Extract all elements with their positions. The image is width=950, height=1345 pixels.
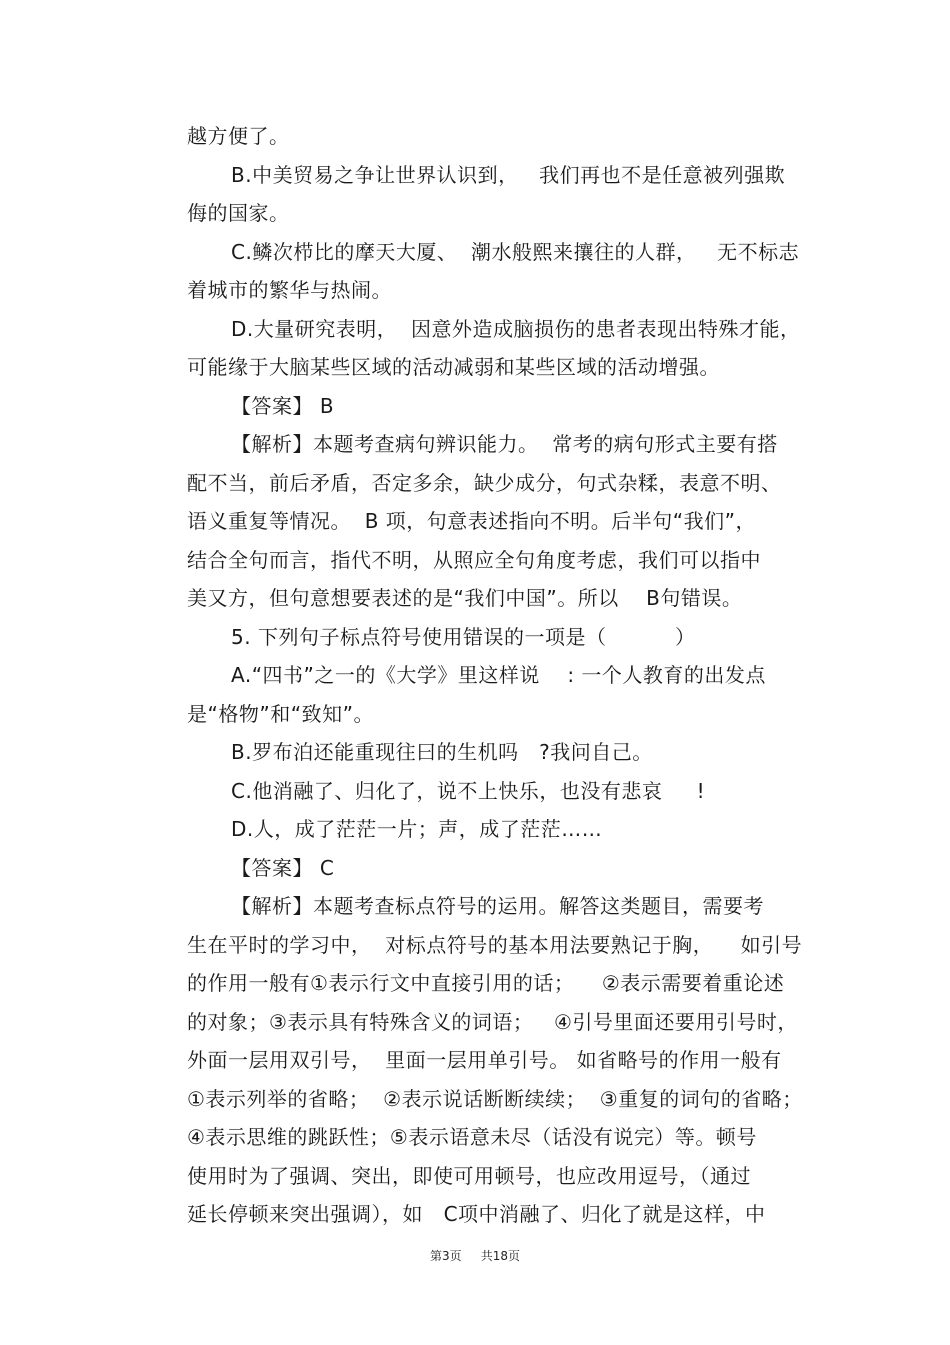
- analysis-line: 【解析】本题考查标点符号的运用。解答这类题目，需要考: [231, 894, 764, 918]
- text-line: 越方便了。: [187, 124, 290, 148]
- text-line: ④表示思维的跳跃性；⑤表示语意未尽（话没有说完）等。顿号: [187, 1125, 757, 1149]
- text-line: 美又方，但句意想要表述的是“我们中国”。所以 B句错误。: [187, 586, 743, 610]
- text-line: 结合全句而言，指代不明，从照应全句角度考虑，我们可以指中: [187, 548, 761, 572]
- option-b-line: B.罗布泊还能重现往曰的生机吗 ?我问自己。: [231, 740, 653, 764]
- text-line: 配不当，前后矛盾，否定多余，缺少成分，句式杂糅，表意不明、: [187, 471, 782, 495]
- text-line: 的对象；③表示具有特殊含义的词语； ④引号里面还要用引号时，: [187, 1010, 798, 1034]
- text-line: 着城市的繁华与热闹。: [187, 278, 392, 302]
- text-line: 是“格物”和“致知”。: [187, 702, 374, 726]
- text-line: 侮的国家。: [187, 201, 290, 225]
- option-c-line: C.鳞次栉比的摩天大厦、 潮水般熙来攘往的人群， 无不标志: [231, 240, 800, 264]
- option-a-line: A.“四书”之一的《大学》里这样说 : 一个人教育的出发点: [231, 663, 766, 687]
- option-d-line: D.人，成了茫茫一片；声，成了茫茫……: [231, 817, 603, 841]
- analysis-line: 【解析】本题考查病句辨识能力。 常考的病句形式主要有搭: [231, 432, 778, 456]
- text-line: 使用时为了强调、突出，即使可用顿号，也应改用逗号，（通过: [187, 1164, 751, 1188]
- text-line: ①表示列举的省略； ②表示说话断断续续； ③重复的词句的省略；: [187, 1087, 803, 1111]
- answer-label: 【答案】 C: [231, 856, 335, 880]
- text-line: 外面一层用双引号， 里面一层用单引号。 如省略号的作用一般有: [187, 1048, 782, 1072]
- text-line: 语义重复等情况。 B 项，句意表述指向不明。后半句“我们”，: [187, 509, 757, 533]
- question-5-line: 5. 下列句子标点符号使用错误的一项是（ ）: [231, 625, 696, 649]
- text-line: 可能缘于大脑某些区域的活动减弱和某些区域的活动增强。: [187, 355, 720, 379]
- text-line: 的作用一般有①表示行文中直接引用的话； ②表示需要着重论述: [187, 971, 785, 995]
- text-line: 生在平时的学习中， 对标点符号的基本用法要熟记于胸， 如引号: [187, 933, 803, 957]
- option-b-line: B.中美贸易之争让世界认识到， 我们再也不是任意被列强欺: [231, 163, 786, 187]
- answer-label: 【答案】 B: [231, 394, 335, 418]
- option-d-line: D.大量研究表明， 因意外造成脑损伤的患者表现出特殊才能，: [231, 317, 801, 341]
- text-line: 延长停顿来突出强调），如 C项中消融了、归化了就是这样，中: [187, 1202, 766, 1226]
- page-number-footer: 第3页 共18页: [430, 1249, 520, 1263]
- option-c-line: C.他消融了、归化了，说不上快乐，也没有悲哀 !: [231, 779, 706, 803]
